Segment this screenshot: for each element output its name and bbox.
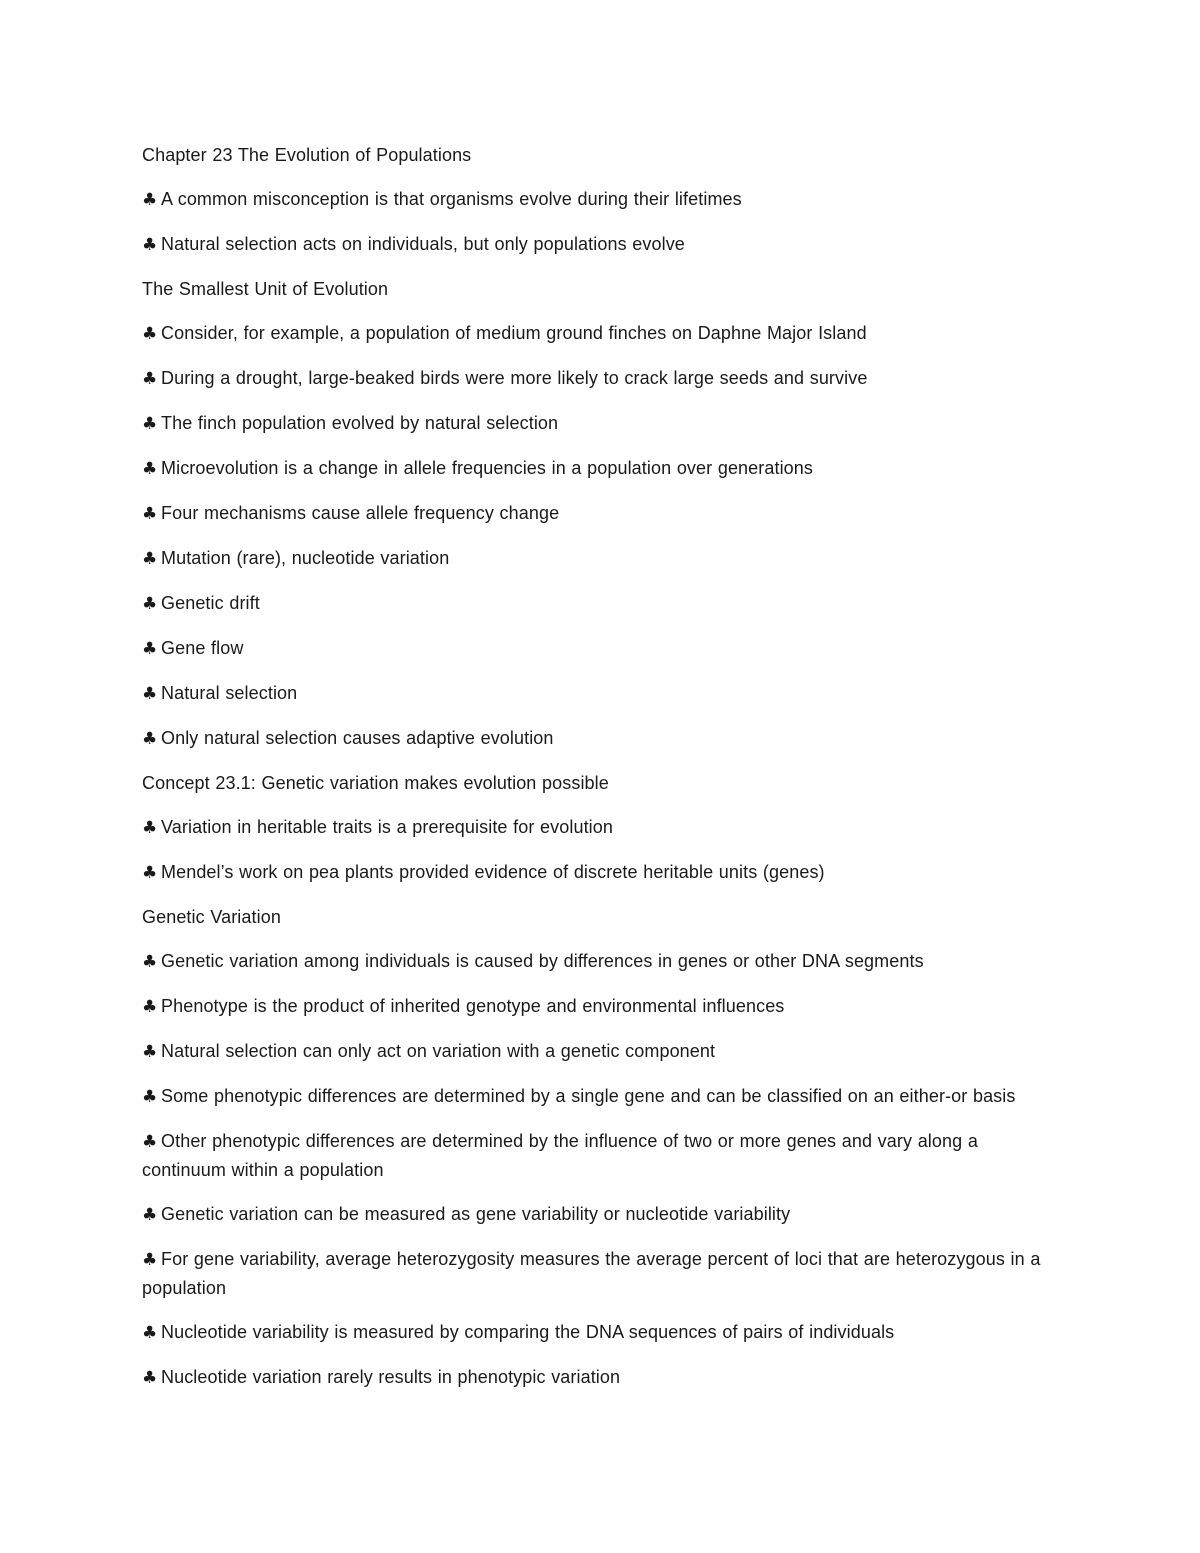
bullet-text: Genetic variation among individuals is caused by differences in genes or other DNA segments bbox=[161, 951, 924, 971]
bullet-item bbox=[142, 947, 1057, 976]
bullet-item bbox=[142, 499, 1057, 528]
bullet-item bbox=[142, 1200, 1057, 1229]
club-bullet-icon: ♣ bbox=[142, 190, 158, 210]
bullet-item bbox=[142, 813, 1057, 842]
bullet-item bbox=[142, 185, 1057, 214]
section-heading bbox=[142, 141, 1057, 169]
section-heading bbox=[142, 275, 1057, 303]
club-bullet-icon: ♣ bbox=[142, 684, 158, 704]
heading-text: Genetic Variation bbox=[142, 907, 281, 927]
club-bullet-icon: ♣ bbox=[142, 1323, 158, 1343]
bullet-item bbox=[142, 1245, 1057, 1302]
bullet-item bbox=[142, 409, 1057, 438]
club-bullet-icon: ♣ bbox=[142, 997, 158, 1017]
club-bullet-icon: ♣ bbox=[142, 1087, 158, 1107]
bullet-text: Four mechanisms cause allele frequency change bbox=[161, 503, 560, 523]
bullet-text: During a drought, large-beaked birds were more likely to crack large seeds and survive bbox=[161, 368, 868, 388]
heading-text: Concept 23.1: Genetic variation makes evolution possible bbox=[142, 773, 609, 793]
club-bullet-icon: ♣ bbox=[142, 459, 158, 479]
bullet-text: Only natural selection causes adaptive evolution bbox=[161, 728, 554, 748]
bullet-text: Mutation (rare), nucleotide variation bbox=[161, 548, 450, 568]
heading-text: Chapter 23 The Evolution of Populations bbox=[142, 145, 472, 165]
bullet-item bbox=[142, 589, 1057, 618]
bullet-text: Genetic variation can be measured as gene variability or nucleotide variability bbox=[161, 1204, 791, 1224]
club-bullet-icon: ♣ bbox=[142, 235, 158, 255]
bullet-text: Some phenotypic differences are determined by a single gene and can be classified on an either-or basis bbox=[161, 1086, 1016, 1106]
club-bullet-icon: ♣ bbox=[142, 1042, 158, 1062]
club-bullet-icon: ♣ bbox=[142, 504, 158, 524]
club-bullet-icon: ♣ bbox=[142, 952, 158, 972]
section-heading bbox=[142, 769, 1057, 797]
bullet-text: Gene flow bbox=[161, 638, 244, 658]
club-bullet-icon: ♣ bbox=[142, 549, 158, 569]
bullet-text: Other phenotypic differences are determined by the influence of two or more genes and vary along a continuum within a population bbox=[142, 1131, 978, 1180]
bullet-text: For gene variability, average heterozygosity measures the average percent of loci that are heterozygous in a population bbox=[142, 1249, 1041, 1298]
document-page bbox=[142, 141, 1057, 1408]
bullet-text: Mendel’s work on pea plants provided evidence of discrete heritable units (genes) bbox=[161, 862, 825, 882]
bullet-item bbox=[142, 634, 1057, 663]
club-bullet-icon: ♣ bbox=[142, 1250, 158, 1270]
club-bullet-icon: ♣ bbox=[142, 818, 158, 838]
club-bullet-icon: ♣ bbox=[142, 369, 158, 389]
heading-text: The Smallest Unit of Evolution bbox=[142, 279, 389, 299]
bullet-text: Variation in heritable traits is a prerequisite for evolution bbox=[161, 817, 613, 837]
bullet-text: Microevolution is a change in allele frequencies in a population over generations bbox=[161, 458, 814, 478]
bullet-item bbox=[142, 454, 1057, 483]
section-heading bbox=[142, 903, 1057, 931]
club-bullet-icon: ♣ bbox=[142, 414, 158, 434]
club-bullet-icon: ♣ bbox=[142, 1205, 158, 1225]
bullet-item bbox=[142, 319, 1057, 348]
club-bullet-icon: ♣ bbox=[142, 1132, 158, 1152]
bullet-item bbox=[142, 724, 1057, 753]
bullet-item bbox=[142, 1037, 1057, 1066]
bullet-item bbox=[142, 544, 1057, 573]
bullet-item bbox=[142, 1318, 1057, 1347]
bullet-item bbox=[142, 364, 1057, 393]
bullet-item bbox=[142, 992, 1057, 1021]
club-bullet-icon: ♣ bbox=[142, 863, 158, 883]
bullet-text: A common misconception is that organisms evolve during their lifetimes bbox=[161, 189, 742, 209]
bullet-text: Natural selection can only act on variation with a genetic component bbox=[161, 1041, 716, 1061]
club-bullet-icon: ♣ bbox=[142, 324, 158, 344]
bullet-text: The finch population evolved by natural selection bbox=[161, 413, 559, 433]
club-bullet-icon: ♣ bbox=[142, 594, 158, 614]
bullet-item bbox=[142, 1127, 1057, 1184]
bullet-text: Consider, for example, a population of medium ground finches on Daphne Major Island bbox=[161, 323, 867, 343]
bullet-text: Nucleotide variation rarely results in phenotypic variation bbox=[161, 1367, 621, 1387]
bullet-text: Phenotype is the product of inherited genotype and environmental influences bbox=[161, 996, 785, 1016]
club-bullet-icon: ♣ bbox=[142, 1368, 158, 1388]
club-bullet-icon: ♣ bbox=[142, 639, 158, 659]
bullet-text: Nucleotide variability is measured by comparing the DNA sequences of pairs of individuals bbox=[161, 1322, 895, 1342]
club-bullet-icon: ♣ bbox=[142, 729, 158, 749]
bullet-item bbox=[142, 230, 1057, 259]
bullet-item bbox=[142, 1363, 1057, 1392]
bullet-text: Natural selection bbox=[161, 683, 298, 703]
bullet-item bbox=[142, 1082, 1057, 1111]
bullet-item bbox=[142, 858, 1057, 887]
bullet-text: Natural selection acts on individuals, but only populations evolve bbox=[161, 234, 685, 254]
bullet-item bbox=[142, 679, 1057, 708]
bullet-text: Genetic drift bbox=[161, 593, 260, 613]
